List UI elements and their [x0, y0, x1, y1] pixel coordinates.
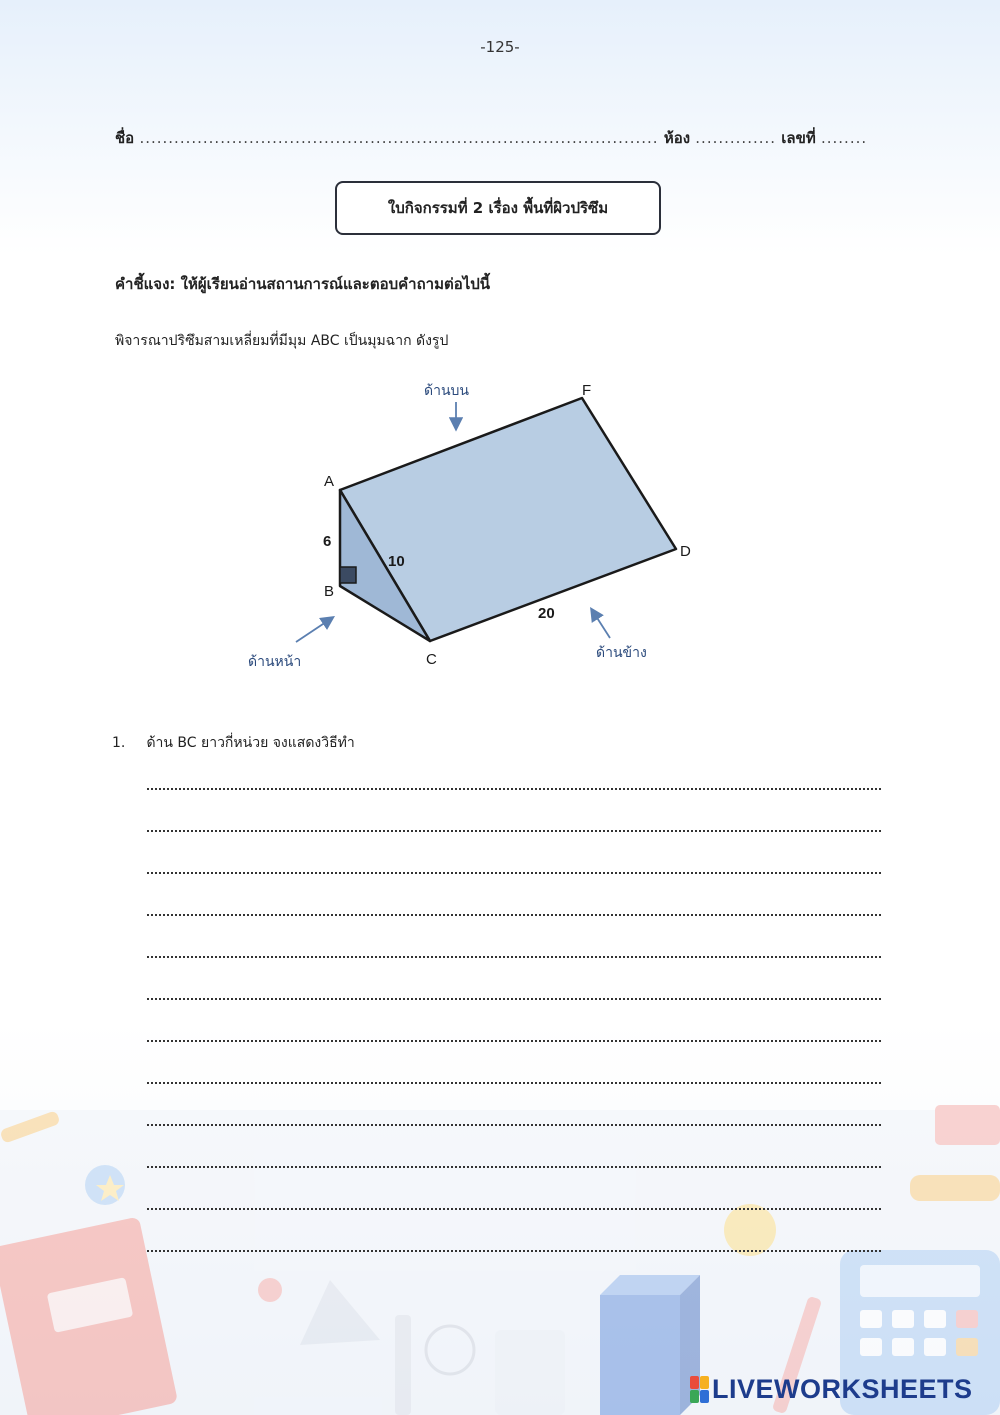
answer-line[interactable]	[147, 956, 881, 958]
room-label: ห้อง	[663, 129, 691, 147]
page-number: -125-	[480, 38, 520, 56]
side-face-arrow	[592, 610, 610, 638]
question-1-number: 1.	[112, 735, 126, 751]
vertex-a-label: A	[324, 473, 335, 490]
instructions: คำชี้แจง: ให้ผู้เรียนอ่านสถานการณ์และตอบคำถามต่อไปนี้	[115, 275, 491, 293]
answer-line[interactable]	[147, 998, 881, 1000]
answer-line[interactable]	[147, 914, 881, 916]
liveworksheets-mark-icon	[690, 1376, 709, 1403]
name-label: ชื่อ	[115, 129, 135, 147]
answer-line[interactable]	[147, 1166, 881, 1168]
name-field[interactable]: ..........................................................................................	[139, 129, 659, 147]
room-field[interactable]: ..............	[695, 129, 777, 147]
number-field[interactable]: ........	[820, 129, 868, 147]
question-1	[112, 732, 355, 754]
prism-figure	[230, 370, 730, 680]
answer-line[interactable]	[147, 1208, 881, 1210]
answer-line[interactable]	[147, 1250, 881, 1252]
vertex-b-label: B	[324, 583, 335, 600]
measure-ac: 10	[388, 553, 405, 570]
problem-statement: พิจารณาปริซึมสามเหลี่ยมที่มีมุม ABC เป็นมุมฉาก ดังรูป	[115, 333, 449, 349]
answer-line[interactable]	[147, 830, 881, 832]
answer-line[interactable]	[147, 1082, 881, 1084]
liveworksheets-wordmark: LIVEWORKSHEETS	[712, 1374, 973, 1404]
measure-cd: 20	[538, 605, 555, 622]
answer-line[interactable]	[147, 872, 881, 874]
number-label: เลขที่	[781, 129, 816, 147]
side-face-label: ด้านข้าง	[596, 644, 647, 660]
vertex-c-label: C	[426, 651, 437, 668]
student-info-line	[115, 126, 885, 150]
right-angle-mark	[340, 567, 356, 583]
question-1-text: ด้าน BC ยาวกี่หน่วย จงแสดงวิธีทำ	[146, 735, 355, 751]
answer-line[interactable]	[147, 1040, 881, 1042]
answer-line[interactable]	[147, 1124, 881, 1126]
cube-icon	[600, 1275, 700, 1415]
liveworksheets-logo	[690, 1374, 973, 1405]
front-face-label: ด้านหน้า	[248, 653, 302, 669]
answer-line[interactable]	[147, 788, 881, 790]
front-face-arrow	[296, 618, 332, 642]
decorative-background	[0, 1090, 1000, 1415]
top-face-label: ด้านบน	[424, 382, 469, 398]
worksheet-title-text: ใบกิจกรรมที่ 2 เรื่อง พื้นที่ผิวปริซึม	[387, 199, 609, 217]
vertex-f-label: F	[582, 382, 592, 399]
measure-ab: 6	[323, 533, 332, 550]
vertex-d-label: D	[680, 543, 691, 560]
worksheet-title	[335, 181, 661, 235]
